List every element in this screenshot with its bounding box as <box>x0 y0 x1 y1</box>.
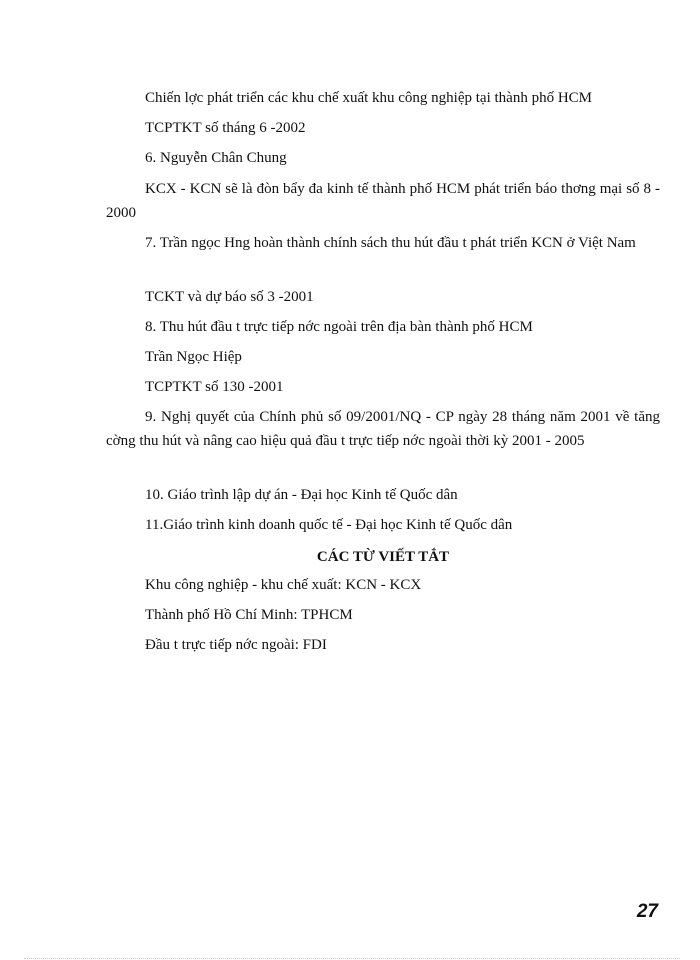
reference-5-title: Chiến lợc phát triển các khu chế xuất khu công nghiệp tại thành phố HCM <box>145 90 592 106</box>
reference-11: 11.Giáo trình kinh doanh quốc tế - Đại học Kinh tế Quốc dân <box>145 517 513 533</box>
reference-8-title: 8. Thu hút đầu t trực tiếp nớc ngoài trên địa bàn thành phố HCM <box>145 319 533 335</box>
abbreviations-heading: CÁC TỪ VIẾT TẮT <box>316 549 450 565</box>
reference-8-author: Trần Ngọc Hiệp <box>145 349 242 365</box>
reference-9-title: 9. Nghị quyết của Chính phủ số 09/2001/NQ - CP ngày 28 tháng năm 2001 về tăng cờng thu hút và nâng cao hiệu quả đầu t trực tiếp nớc ngoài thời kỳ 2001 - 2005 <box>106 409 660 449</box>
reference-7-source: TCKT và dự báo số 3 -2001 <box>145 289 314 305</box>
reference-5-source: TCPTKT số tháng 6 -2002 <box>145 120 306 136</box>
reference-6-title: KCX - KCN sẽ là đòn bẩy đa kinh tế thành phố HCM phát triển báo thơng mại số 8 - 2000 <box>106 181 660 221</box>
reference-10: 10. Giáo trình lập dự án - Đại học Kinh tế Quốc dân <box>145 487 458 503</box>
abbreviation-item: Thành phố Hồ Chí Minh: TPHCM <box>145 607 353 623</box>
reference-7-title: 7. Trần ngọc Hng hoàn thành chính sách thu hút đầu t phát triển KCN ở Việt Nam <box>145 235 636 251</box>
footer-divider <box>24 958 680 959</box>
page-number: 27 <box>636 901 658 922</box>
reference-8-source: TCPTKT số 130 -2001 <box>145 379 284 395</box>
reference-6-author: 6. Nguyễn Chân Chung <box>145 150 287 166</box>
abbreviation-item: Đầu t trực tiếp nớc ngoài: FDI <box>145 637 327 653</box>
abbreviation-item: Khu công nghiệp - khu chế xuất: KCN - KCX <box>145 577 422 593</box>
